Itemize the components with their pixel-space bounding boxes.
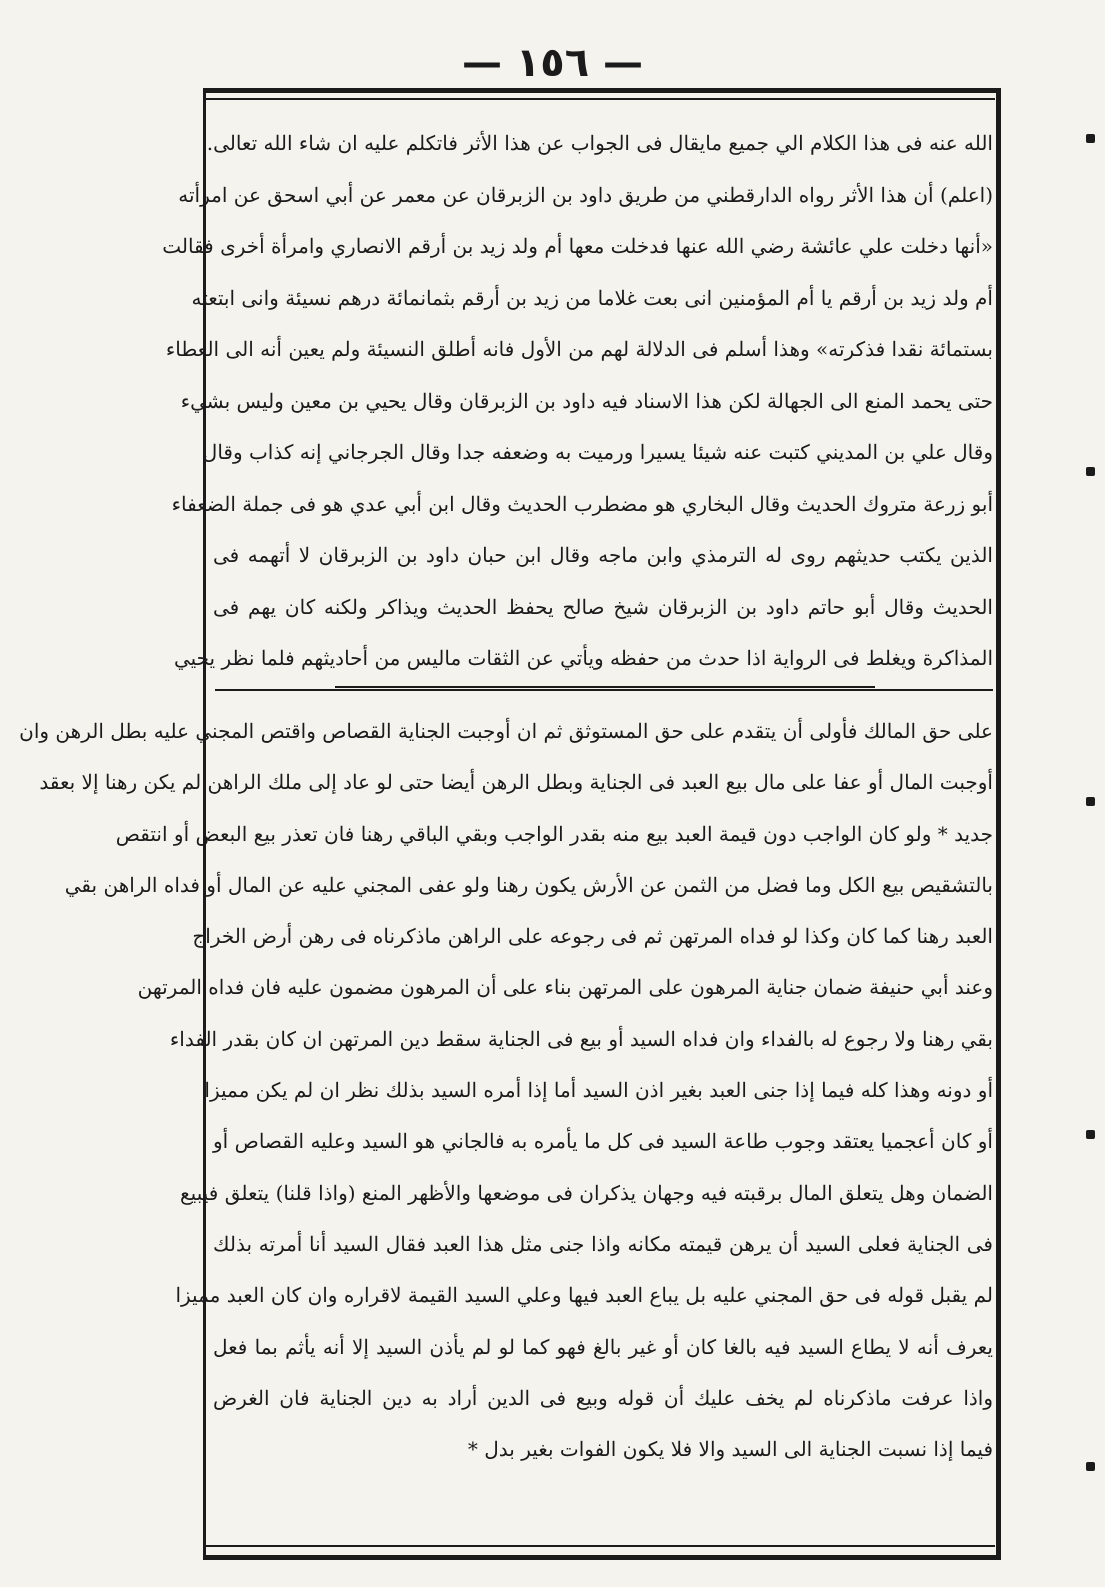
frame-inner-top-rule xyxy=(205,98,995,100)
commentary-line: الحديث وقال أبو حاتم داود بن الزبرقان شيخ صالح يحفظ الحديث ويذاكر ولكنه كان يهم فى xyxy=(213,594,993,619)
commentary-line: الذين يكتب حديثهم روى له الترمذي وابن ماجه وقال ابن حبان داود بن الزبرقان لا أتهمه فى xyxy=(213,543,993,567)
commentary-line: بستمائة نقدا فذكرته» وهذا أسلم فى الدلالة لهم من الأول فانه أطلق النسيئة ولم يعين أنه الى العطاء xyxy=(165,337,993,361)
margin-punch-mark xyxy=(1086,797,1095,806)
margin-punch-mark xyxy=(1086,1462,1095,1471)
commentary-line: (اعلم) أن هذا الأثر رواه الدارقطني من طريق داود بن الزبرقان عن معمر عن أبي اسحق عن امرأته xyxy=(178,182,993,207)
commentary-line: أبو زرعة متروك الحديث وقال البخاري هو مضطرب الحديث وقال ابن أبي عدي هو فى جملة الضعفاء xyxy=(171,491,993,516)
main-line: بالتشقيص بيع الكل وما فضل من الثمن عن الأرش يكون رهنا ولو عفى المجني عليه عن المال أو فداه الراهن بقي xyxy=(64,872,993,897)
main-line: واذا عرفت ماذكرناه لم يخف عليك أن قوله وبيع فى الدين أراد به دين الجناية فان الغرض xyxy=(213,1385,993,1410)
frame-inner-bottom-rule xyxy=(205,1545,995,1547)
margin-punch-mark xyxy=(1086,134,1095,143)
main-line: فى الجناية فعلى السيد أن يرهن قيمته مكانه واذا جنى مثل هذا العبد فقال السيد أنا أمرته بذلك xyxy=(213,1231,993,1256)
separator-rule-accent xyxy=(335,686,875,688)
main-line: أو كان أعجميا يعتقد وجوب طاعة السيد فى كل ما يأمره به فالجاني هو السيد وعليه القصاص أو xyxy=(213,1129,993,1154)
margin-punch-mark xyxy=(1086,467,1095,476)
commentary-line: الله عنه فى هذا الكلام الي جميع مايقال فى الجواب عن هذا الأثر فاتكلم عليه ان شاء الله تعالى. xyxy=(206,131,993,155)
commentary-line: «أنها دخلت علي عائشة رضي الله عنها فدخلت معها أم ولد زيد بن أرقم الانصاري وامرأة أخرى فقالت xyxy=(162,234,993,258)
main-text-block xyxy=(19,706,993,1475)
separator-rule xyxy=(215,689,993,691)
main-line: يعرف أنه لا يطاع السيد فيه بالغا كان أو غير بالغ فهو كما لو لم يأذن السيد إلا أنه يأثم بما فعل xyxy=(213,1334,993,1359)
section-separator xyxy=(215,686,993,694)
main-line: بقي رهنا ولا رجوع له بالفداء وان فداه السيد أو بيع فى الجناية سقط دين المرتهن ان كان بقدر الفداء xyxy=(169,1026,993,1051)
margin-punch-mark xyxy=(1086,1130,1095,1139)
main-line: العبد رهنا كما كان وكذا لو فداه المرتهن ثم فى رجوعه على الراهن ماذكرناه فى رهن أرض الخراج xyxy=(192,924,993,949)
commentary-line: المذاكرة ويغلط فى الرواية اذا حدث من حفظه ويأتي عن الثقات ماليس من أحاديثهم فلما نظر يحيي xyxy=(173,646,993,670)
main-line: جديد * ولو كان الواجب دون قيمة العبد بيع منه بقدر الواجب وبقي الباقي رهنا فان تعذر بيع البعض أو انتقص xyxy=(115,821,993,846)
commentary-line: حتى يحمد المنع الى الجهالة لكن هذا الاسناد فيه داود بن الزبرقان وقال يحيي بن معين وليس بشيء xyxy=(180,388,993,413)
main-line: على حق المالك فأولى أن يتقدم على حق المستوثق ثم ان أوجبت الجناية القصاص واقتص المجني عليه بطل الرهن وان xyxy=(19,719,993,743)
main-line: الضمان وهل يتعلق المال برقبته فيه وجهان يذكران فى موضعها والأظهر المنع (واذا قلنا) يتعلق فيبيع xyxy=(180,1180,993,1205)
main-line: أوجبت المال أو عفا على مال بيع العبد فى الجناية وبطل الرهن أيضا حتى لو عاد إلى ملك الراهن لم يكن رهنا إلا بعقد xyxy=(39,770,993,795)
main-line: فيما إذا نسبت الجناية الى السيد والا فلا يكون الفوات بغير بدل * xyxy=(467,1437,993,1462)
commentary-line: وقال علي بن المديني كتبت عنه شيئا يسيرا ورميت به وضعفه جدا وقال الجرجاني إنه كذاب وقال xyxy=(202,440,993,464)
commentary-block xyxy=(162,118,993,685)
main-line: لم يقبل قوله فى حق المجني عليه بل يباع العبد فيها وعلي السيد القيمة لاقراره وان كان العبد مميزا xyxy=(175,1283,993,1308)
main-line: أو دونه وهذا كله فيما إذا جنى العبد بغير اذن السيد أما إذا أمره السيد بذلك نظر ان لم يكن مميزا xyxy=(204,1078,993,1103)
page-number: — ١٥٦ — xyxy=(461,40,644,86)
main-line: وعند أبي حنيفة ضمان جناية المرهون على المرتهن بناء على أن المرهون مضمون عليه فان فداه المرتهن xyxy=(137,975,993,1000)
commentary-line: أم ولد زيد بن أرقم يا أم المؤمنين انى بعت غلاما من زيد بن أرقم بثمانمائة درهم نسيئة وانى ابتعته xyxy=(191,285,993,310)
